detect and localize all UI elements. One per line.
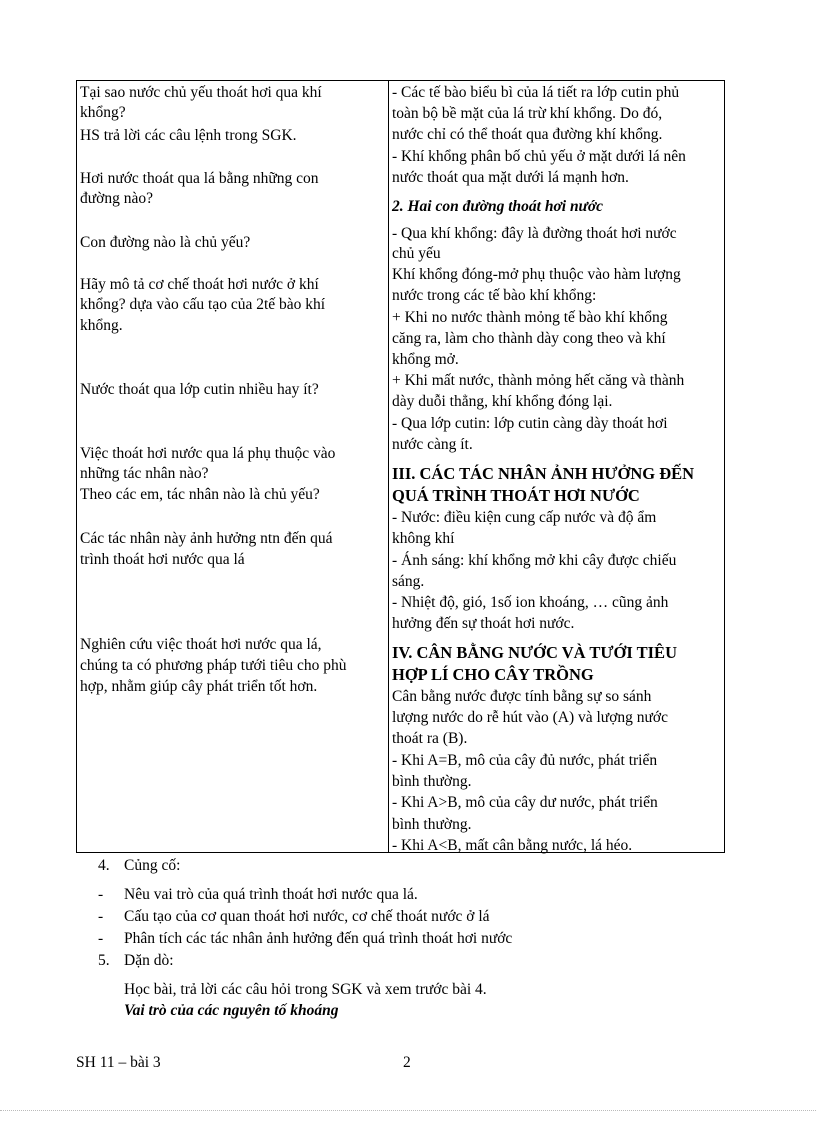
section-4-item: Nêu vai trò của quá trình thoát hơi nước qua lá. — [124, 886, 418, 903]
homework-text: Học bài, trả lời các câu hỏi trong SGK và xem trước bài 4. — [124, 981, 487, 998]
footer-lesson-label: SH 11 – bài 3 — [76, 1054, 161, 1071]
right-line: - Nhiệt độ, gió, 1số ion khoáng, … cũng ảnh — [392, 594, 669, 611]
right-line: lượng nước do rễ hút vào (A) và lượng nước — [392, 709, 669, 726]
right-line: không khí — [392, 530, 455, 547]
left-line: Nghiên cứu việc thoát hơi nước qua lá, — [80, 636, 322, 653]
left-line: Tại sao nước chủ yếu thoát hơi qua khí — [80, 84, 322, 101]
right-line: sáng. — [392, 573, 425, 590]
section-heading-4-cont: HỢP LÍ CHO CÂY TRỒNG — [392, 665, 594, 684]
right-line: - Qua lớp cutin: lớp cutin càng dày thoát hơi — [392, 415, 668, 432]
next-lesson-title: Vai trò của các nguyên tố khoáng — [124, 1002, 339, 1019]
right-line: + Khi mất nước, thành mỏng hết căng và thành — [392, 372, 685, 389]
section-heading-4: IV. CÂN BẰNG NƯỚC VÀ TƯỚI TIÊU — [392, 643, 677, 662]
right-line: - Ánh sáng: khí khổng mở khi cây được chiếu — [392, 552, 677, 569]
left-line: Việc thoát hơi nước qua lá phụ thuộc vào — [80, 445, 336, 462]
right-line: - Các tế bào biểu bì của lá tiết ra lớp cutin phủ — [392, 84, 680, 101]
left-line: khổng? — [80, 104, 126, 121]
right-line: Cân bằng nước được tính bằng sự so sánh — [392, 688, 652, 705]
right-line: - Nước: điều kiện cung cấp nước và độ ẩm — [392, 509, 657, 526]
left-line: Hơi nước thoát qua lá bằng những con — [80, 170, 319, 187]
column-divider — [388, 81, 389, 852]
left-line: Các tác nhân này ảnh hưởng ntn đến quá — [80, 530, 333, 547]
left-line: Con đường nào là chủ yếu? — [80, 234, 251, 251]
section-heading-3: III. CÁC TÁC NHÂN ẢNH HƯỞNG ĐẾN — [392, 464, 695, 483]
left-line: khổng. — [80, 317, 123, 334]
right-line: căng ra, làm cho thành dày cong theo và khí — [392, 330, 666, 347]
right-line: Khí khổng đóng-mở phụ thuộc vào hàm lượng — [392, 266, 681, 283]
right-line: + Khi no nước thành mỏng tế bào khí khổng — [392, 309, 668, 326]
section-5-title: Dặn dò: — [124, 952, 174, 969]
left-line: chúng ta có phương pháp tưới tiêu cho phù — [80, 657, 347, 674]
right-line: - Khi A=B, mô của cây đủ nước, phát triển — [392, 752, 658, 769]
right-line: nước trong các tế bào khí khổng: — [392, 287, 597, 304]
page-number: 2 — [403, 1054, 411, 1071]
right-line: dày duỗi thẳng, khí khổng đóng lại. — [392, 393, 613, 410]
right-line: hưởng đến sự thoát hơi nước. — [392, 615, 575, 632]
section-heading-2: 2. Hai con đường thoát hơi nước — [392, 198, 604, 215]
right-line: chủ yếu — [392, 245, 441, 262]
bullet-marker: - — [98, 908, 104, 925]
left-line: đường nào? — [80, 190, 153, 207]
page-bottom-rule — [0, 1110, 816, 1111]
section-4-title: Củng cố: — [124, 857, 181, 874]
right-line: nước thoát qua mặt dưới lá mạnh hơn. — [392, 169, 629, 186]
lesson-table — [76, 80, 725, 853]
bullet-marker: - — [98, 930, 104, 947]
section-5-number: 5. — [98, 952, 110, 969]
right-line: bình thường. — [392, 816, 472, 833]
section-4-item: Phân tích các tác nhân ảnh hưởng đến quá trình thoát hơi nước — [124, 930, 513, 947]
section-4-item: Cấu tạo của cơ quan thoát hơi nước, cơ chế thoát nước ở lá — [124, 908, 490, 925]
left-line: Nước thoát qua lớp cutin nhiều hay ít? — [80, 381, 319, 398]
left-line: hợp, nhằm giúp cây phát triển tốt hơn. — [80, 678, 318, 695]
right-line: - Khi A<B, mất cân bằng nước, lá héo. — [392, 837, 633, 854]
right-line: - Qua khí khổng: đây là đường thoát hơi nước — [392, 225, 677, 242]
bullet-marker: - — [98, 886, 104, 903]
left-line: HS trả lời các câu lệnh trong SGK. — [80, 127, 297, 144]
section-4-number: 4. — [98, 857, 110, 874]
right-line: - Khí khổng phân bố chủ yếu ở mặt dưới lá nên — [392, 148, 686, 165]
right-line: nước chỉ có thể thoát qua đường khí khổng. — [392, 126, 663, 143]
left-line: khổng? dựa vào cấu tạo của 2tế bào khí — [80, 296, 326, 313]
right-line: - Khi A>B, mô của cây dư nước, phát triển — [392, 794, 658, 811]
right-line: khổng mở. — [392, 351, 459, 368]
left-line: trình thoát hơi nước qua lá — [80, 551, 245, 568]
right-line: toàn bộ bề mặt của lá trừ khí khổng. Do đó, — [392, 105, 663, 122]
right-line: thoát ra (B). — [392, 730, 468, 747]
right-line: bình thường. — [392, 773, 472, 790]
section-heading-3-cont: QUÁ TRÌNH THOÁT HƠI NƯỚC — [392, 486, 640, 505]
left-line: Theo các em, tác nhân nào là chủ yếu? — [80, 486, 320, 503]
left-line: Hãy mô tả cơ chế thoát hơi nước ở khí — [80, 276, 319, 293]
left-line: những tác nhân nào? — [80, 465, 209, 482]
right-line: nước càng ít. — [392, 436, 473, 453]
